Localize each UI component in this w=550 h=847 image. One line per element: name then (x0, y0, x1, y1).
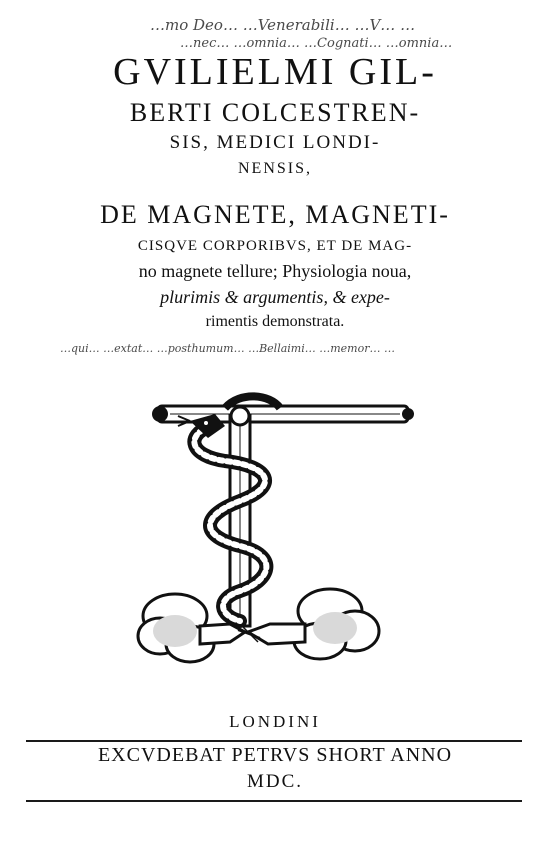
title-line-1: GVILIELMI GIL- (113, 51, 437, 93)
subtitle-line-2: CISQVE CORPORIBVS, ET DE MAG- (137, 238, 413, 254)
clasped-hands (200, 624, 305, 644)
imprint-rule-top (26, 740, 522, 742)
caduceus-serpent-staff-handshake-icon (130, 386, 430, 686)
manuscript-annotation-middle: …qui… …extat… …posthumum… …Bellaimi… …memor… … (60, 342, 395, 355)
title-line-2: BERTI COLCESTREN- (129, 98, 421, 127)
imprint-place: LONDINI (229, 712, 321, 731)
manuscript-annotation-top-1: …mo Deo… …Venerabili… …V… … (150, 16, 416, 34)
subtitle-line-4: plurimis & argumentis, & expe- (160, 287, 390, 307)
manuscript-annotation-top-2: …nec… …omnia… …Cognati… …omnia… (180, 36, 453, 51)
imprint-year: MDC. (246, 771, 304, 792)
subtitle-line-5: rimentis demonstrata. (205, 313, 345, 330)
title-line-3: SIS, MEDICI LONDI- (169, 132, 381, 153)
crossbar (152, 406, 414, 422)
title-line-4: NENSIS, (237, 160, 312, 177)
subtitle-line-3: no magnete tellure; Physiologia noua, (138, 261, 412, 281)
cloud-right (294, 589, 379, 659)
imprint-printer-line: EXCVDEBAT PETRVS SHORT ANNO (97, 744, 453, 766)
subtitle-line-1: DE MAGNETE, MAGNETI- (100, 200, 450, 229)
imprint-rule-bottom (26, 800, 522, 802)
